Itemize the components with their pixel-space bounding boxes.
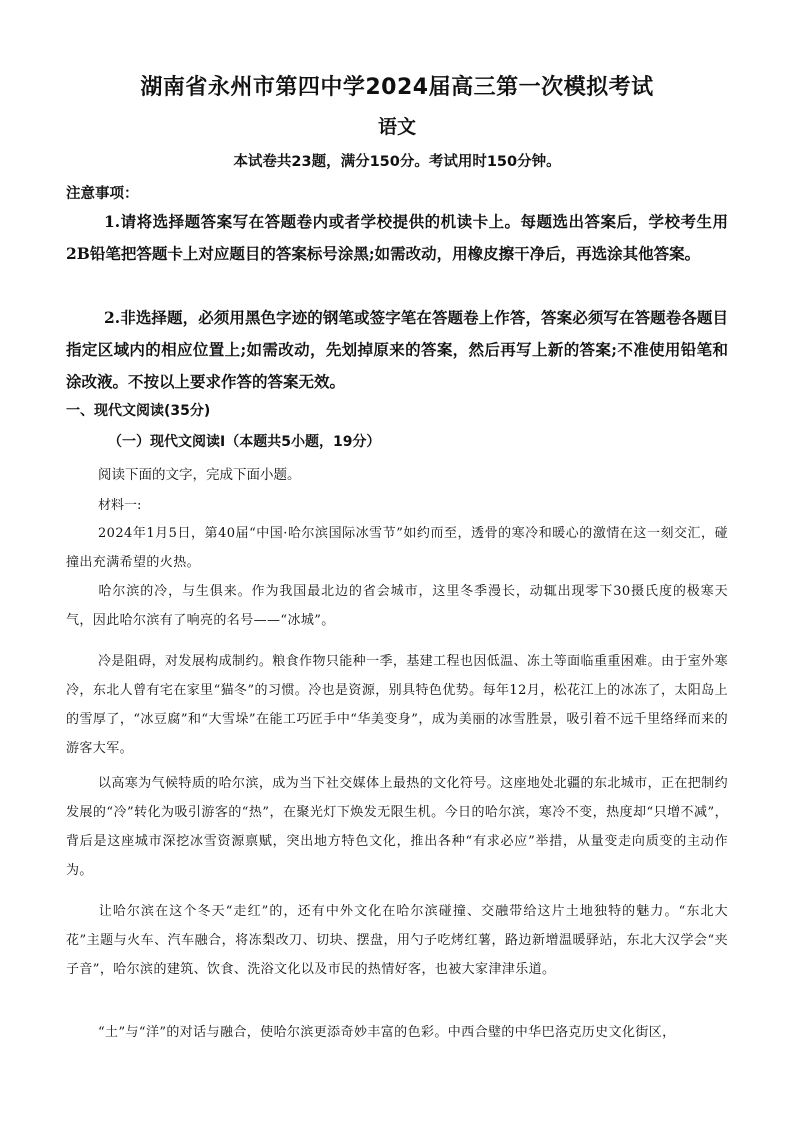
- material-paragraph-3: [66, 647, 728, 763]
- paragraph-text: 冷是阻碍，对发展构成制约。粮食作物只能种一季，基建工程也因低温、冻土等面临重重困难。由于室外寒冷，东北人曾有宅在家里“猫冬”的习惯。冷也是资源，别具特色优势。每年12月，松花江上的冰冻了，太阳岛上的雪厚了，“冰豆腐”和“大雪垛”在能工巧匠手中“华美变身”，成为美丽的冰雪胜景，吸引着不远千里络绎而来的游客大军。: [66, 654, 728, 756]
- notice-item-1: [66, 206, 728, 270]
- paragraph-text: 哈尔滨的冷，与生俱来。作为我国最北边的省会城市，这里冬季漫长，动辄出现零下30摄氏度的极寒天气，因此哈尔滨有了响亮的名号——“冰城”。: [66, 584, 728, 628]
- material-label: 材料一:: [98, 498, 142, 513]
- exam-info: 本试卷共23题，满分150分。考试用时150分钟。: [233, 154, 561, 170]
- reading-instruction: 阅读下面的文字，完成下面小题。: [98, 467, 301, 483]
- notice-item-2-text: 2.非选择题，必须用黑色字迹的钢笔或签字笔在答题卷上作答，答案必须写在答题卷各题目指定区域内的相应位置上;如需改动，先划掉原来的答案，然后再写上新的答案;不准使用铅笔和涂改液。不按以上要求作答的答案无效。: [66, 308, 728, 391]
- material-paragraph-1: [66, 519, 728, 577]
- subject-title: 语文: [377, 116, 416, 138]
- material-paragraph-2: [66, 577, 728, 635]
- paragraph-text: 以高寒为气候特质的哈尔滨，成为当下社交媒体上最热的文化符号。这座地处北疆的东北城市，正在把制约发展的“冷”转化为吸引游客的“热”，在聚光灯下焕发无限生机。今日的哈尔滨，寒冷不变，热度却“只增不减”，背后是这座城市深挖冰雪资源禀赋，突出地方特色文化，推出各种“有求必应”举措，从量变走向质变的主动作为。: [66, 776, 728, 878]
- notice-item-1-text: 1.请将选择题答案写在答题卷内或者学校提供的机读卡上。每题选出答案后，学校考生用2B铅笔把答题卡上对应题目的答案标号涂黑;如需改动，用橡皮擦干净后，再选涂其他答案。: [66, 212, 728, 263]
- section-title: 一、现代文阅读(35分): [66, 403, 211, 419]
- paragraph-text: “土”与“洋”的对话与融合，使哈尔滨更添奇妙丰富的色彩。中西合璧的中华巴洛克历史文化街区，: [98, 1025, 676, 1040]
- paragraph-text: 让哈尔滨在这个冬天“走红”的，还有中外文化在哈尔滨碰撞、交融带给这片土地独特的魅力。“东北大花”主题与火车、汽车融合，将冻梨改刀、切块、摆盘，用勺子吃烤红薯，路边新增温暖驿站，东北大汉学会“夹子音”，哈尔滨的建筑、饮食、洗浴文化以及市民的热情好客，也被大家津津乐道。: [66, 904, 728, 977]
- subsection-title: （一）现代文阅读Ⅰ（本题共5小题，19分）: [108, 434, 381, 450]
- paragraph-text: 2024年1月5日，第40届“中国·哈尔滨国际冰雪节”如约而至，透骨的寒冷和暖心的激情在这一刻交汇，碰撞出充满希望的火热。: [66, 526, 728, 570]
- material-paragraph-5: [66, 897, 728, 984]
- exam-title: 湖南省永州市第四中学2024届高三第一次模拟考试: [140, 75, 654, 100]
- material-paragraph-6: [66, 1018, 728, 1047]
- notice-heading: 注意事项：: [66, 186, 139, 202]
- material-paragraph-4: [66, 769, 728, 885]
- notice-item-2: [66, 302, 728, 398]
